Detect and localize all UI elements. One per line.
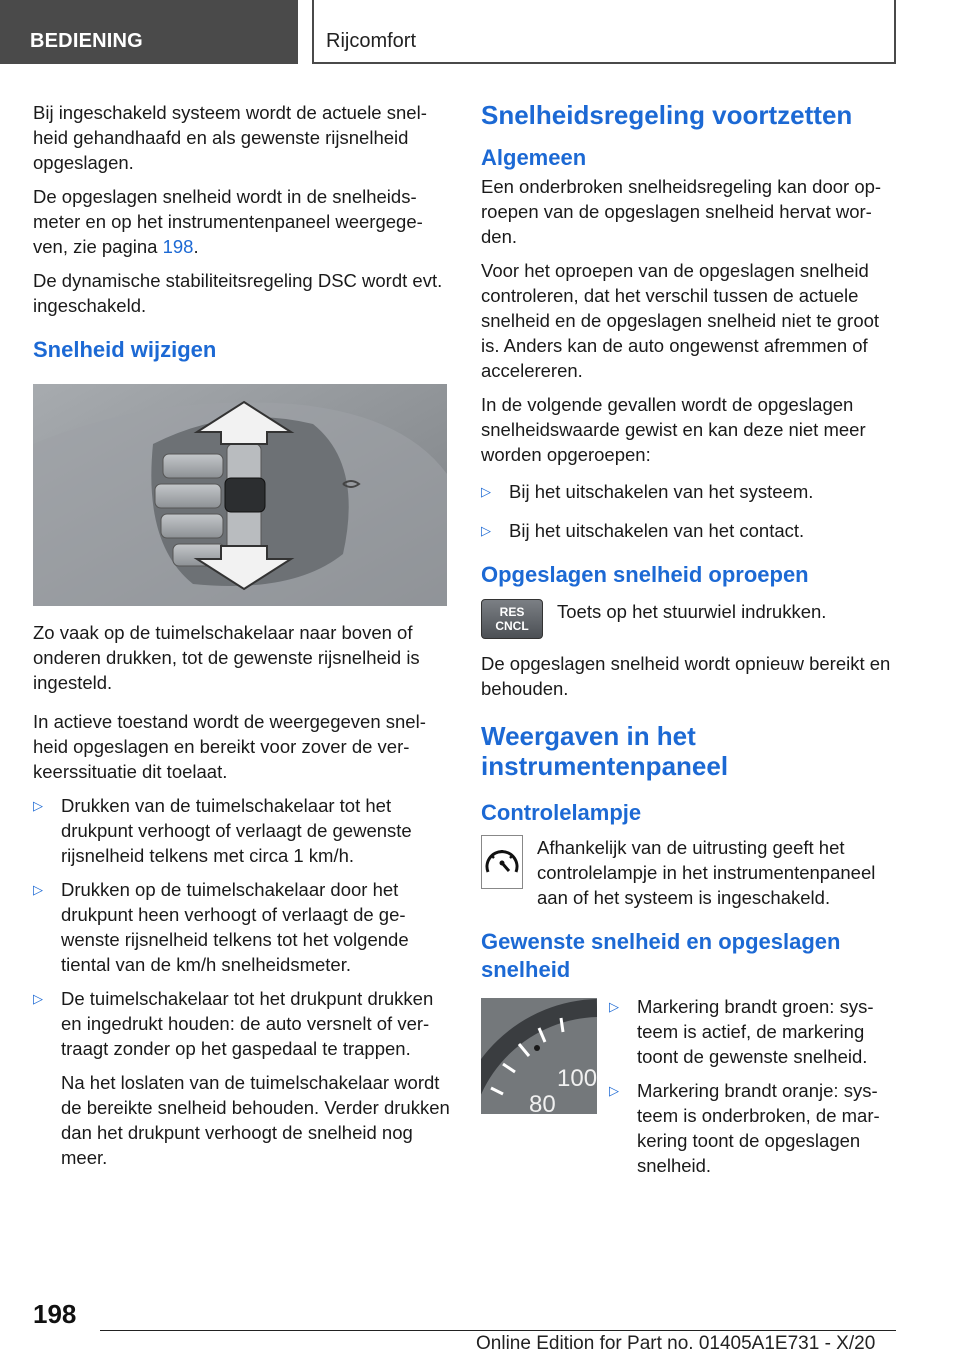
svg-text:100: 100 [557,1065,597,1092]
paragraph: In de volgende gevallen wordt de opgeslagen snelheidswaarde gewist en kan deze niet meer worden opgeroepen: [481,394,866,465]
indicator-row [481,835,901,910]
speedometer-icon [481,835,523,889]
paragraph: Zo vaak op de tuimelschakelaar naar boven of onderen drukken, tot de gewenste rijsnelheid is ingesteld. [33,622,420,693]
svg-text:80: 80 [529,1091,556,1114]
section-heading: Snelheidsregeling voortzetten [481,100,853,130]
speedometer-gauge-image [481,998,597,1114]
list-item: ▷ Markering brandt groen: systeem is actief, de markering toont de gewenste snelheid. [609,996,874,1067]
bullet-list [481,479,901,543]
paragraph: De opgeslagen snelheid wordt opnieuw bereikt en behouden. [481,653,891,699]
edition-note: Online Edition for Part no. 01405A1E731 - X/20 [476,1333,876,1354]
subsection-heading: Controlelampje [481,800,642,825]
chapter-title: Rijcomfort [326,30,417,52]
chapter-tab [312,0,896,64]
gauge-section [481,998,901,1193]
paragraph: De opgeslagen snelheid wordt in de snelheidsmeter en op het instrumentenpaneel weergegeven, zie pagina 198. [33,186,423,257]
list-item: ▷ Markering brandt oranje: systeem is onderbroken, de markering toont de opgeslagen snelheid. [609,1080,880,1176]
triangle-bullet-icon: ▷ [481,484,491,499]
res-cncl-button-icon: RES CNCL [481,599,543,639]
page-number: 198 [33,1299,77,1329]
right-column [481,100,901,1193]
paragraph: Een onderbroken snelheidsregeling kan door oproepen van de opgeslagen snelheid hervat worden. [481,176,882,247]
footer-divider [100,1330,896,1331]
triangle-bullet-icon: ▷ [609,999,619,1014]
subsection-heading: Gewenste snelheid en opgeslagen snelheid [481,929,841,982]
paragraph: In actieve toestand wordt de weergegeven snelheid opgeslagen en bereikt voor zover de verkeerssituatie dit toelaat. [33,711,426,782]
paragraph: Na het loslaten van de tuimelschakelaar wordt de bereikte snelheid behouden. Verder drukken dan het drukpunt verhoogt de snelheid nog meer. [61,1072,450,1168]
lamp-description: Afhankelijk van de uitrusting geeft het controlelampje in het instrumentenpaneel aan of het systeem is ingeschakeld. [537,837,876,908]
section-heading: Weergaven in het instrumentenpaneel [481,721,729,781]
left-column [33,100,451,1179]
section-title: BEDIENING [30,30,143,52]
section-heading: Snelheid wijzigen [33,337,217,362]
triangle-bullet-icon: ▷ [609,1083,619,1098]
triangle-bullet-icon: ▷ [33,882,43,897]
paragraph: Voor het oproepen van de opgeslagen snelheid controleren, dat het verschil tussen de actuele snelheid en de opgeslagen snelheid niet te groot is. Anders kan de auto ongewenst afremmen of accelereren. [481,260,880,381]
paragraph: Bij ingeschakeld systeem wordt de actuele snelheid gehandhaafd en als gewenste rijsnelheid opgeslagen. [33,102,427,173]
bullet-list [33,793,451,1170]
triangle-bullet-icon: ▷ [33,798,43,813]
list-item: ▷ Bij het uitschakelen van het contact. [481,520,805,541]
triangle-bullet-icon: ▷ [33,991,43,1006]
bullet-list [609,994,901,1187]
section-tab [0,0,298,64]
steering-wheel-rocker-switch-illustration [33,384,447,606]
list-item: ▷ Drukken op de tuimelschakelaar door het drukpunt heen verhoogt of verlaagt de gewenste rijsnelheid telkens tot het volgende tiental van de km/h snelheidsmeter. [33,879,409,975]
recall-instruction: Toets op het stuurwiel indrukken. [557,601,827,622]
section-heading: Opgeslagen snelheid oproepen [481,562,809,587]
subsection-heading: Algemeen [481,145,587,170]
page-link[interactable]: 198 [162,236,194,257]
paragraph: De dynamische stabiliteitsregeling DSC wordt evt. ingeschakeld. [33,270,443,316]
recall-row [481,599,901,639]
list-item: ▷ De tuimelschakelaar tot het drukpunt drukken en ingedrukt houden: de auto versnelt of vertraagt zonder op het gaspedaal te trappen. Na het loslaten van de tuimelschakelaar wordt de bereikte snelheid behouden. Verder drukken dan het drukpunt verhoogt de snelheid nog meer. [33,988,450,1168]
list-item: ▷ Bij het uitschakelen van het systeem. [481,481,814,502]
triangle-bullet-icon: ▷ [481,523,491,538]
list-item: ▷ Drukken van de tuimelschakelaar tot het drukpunt verhoogt of verlaagt de gewenste rijsnelheid telkens met circa 1 km/h. [33,795,412,866]
steering-wheel-image [33,384,447,606]
